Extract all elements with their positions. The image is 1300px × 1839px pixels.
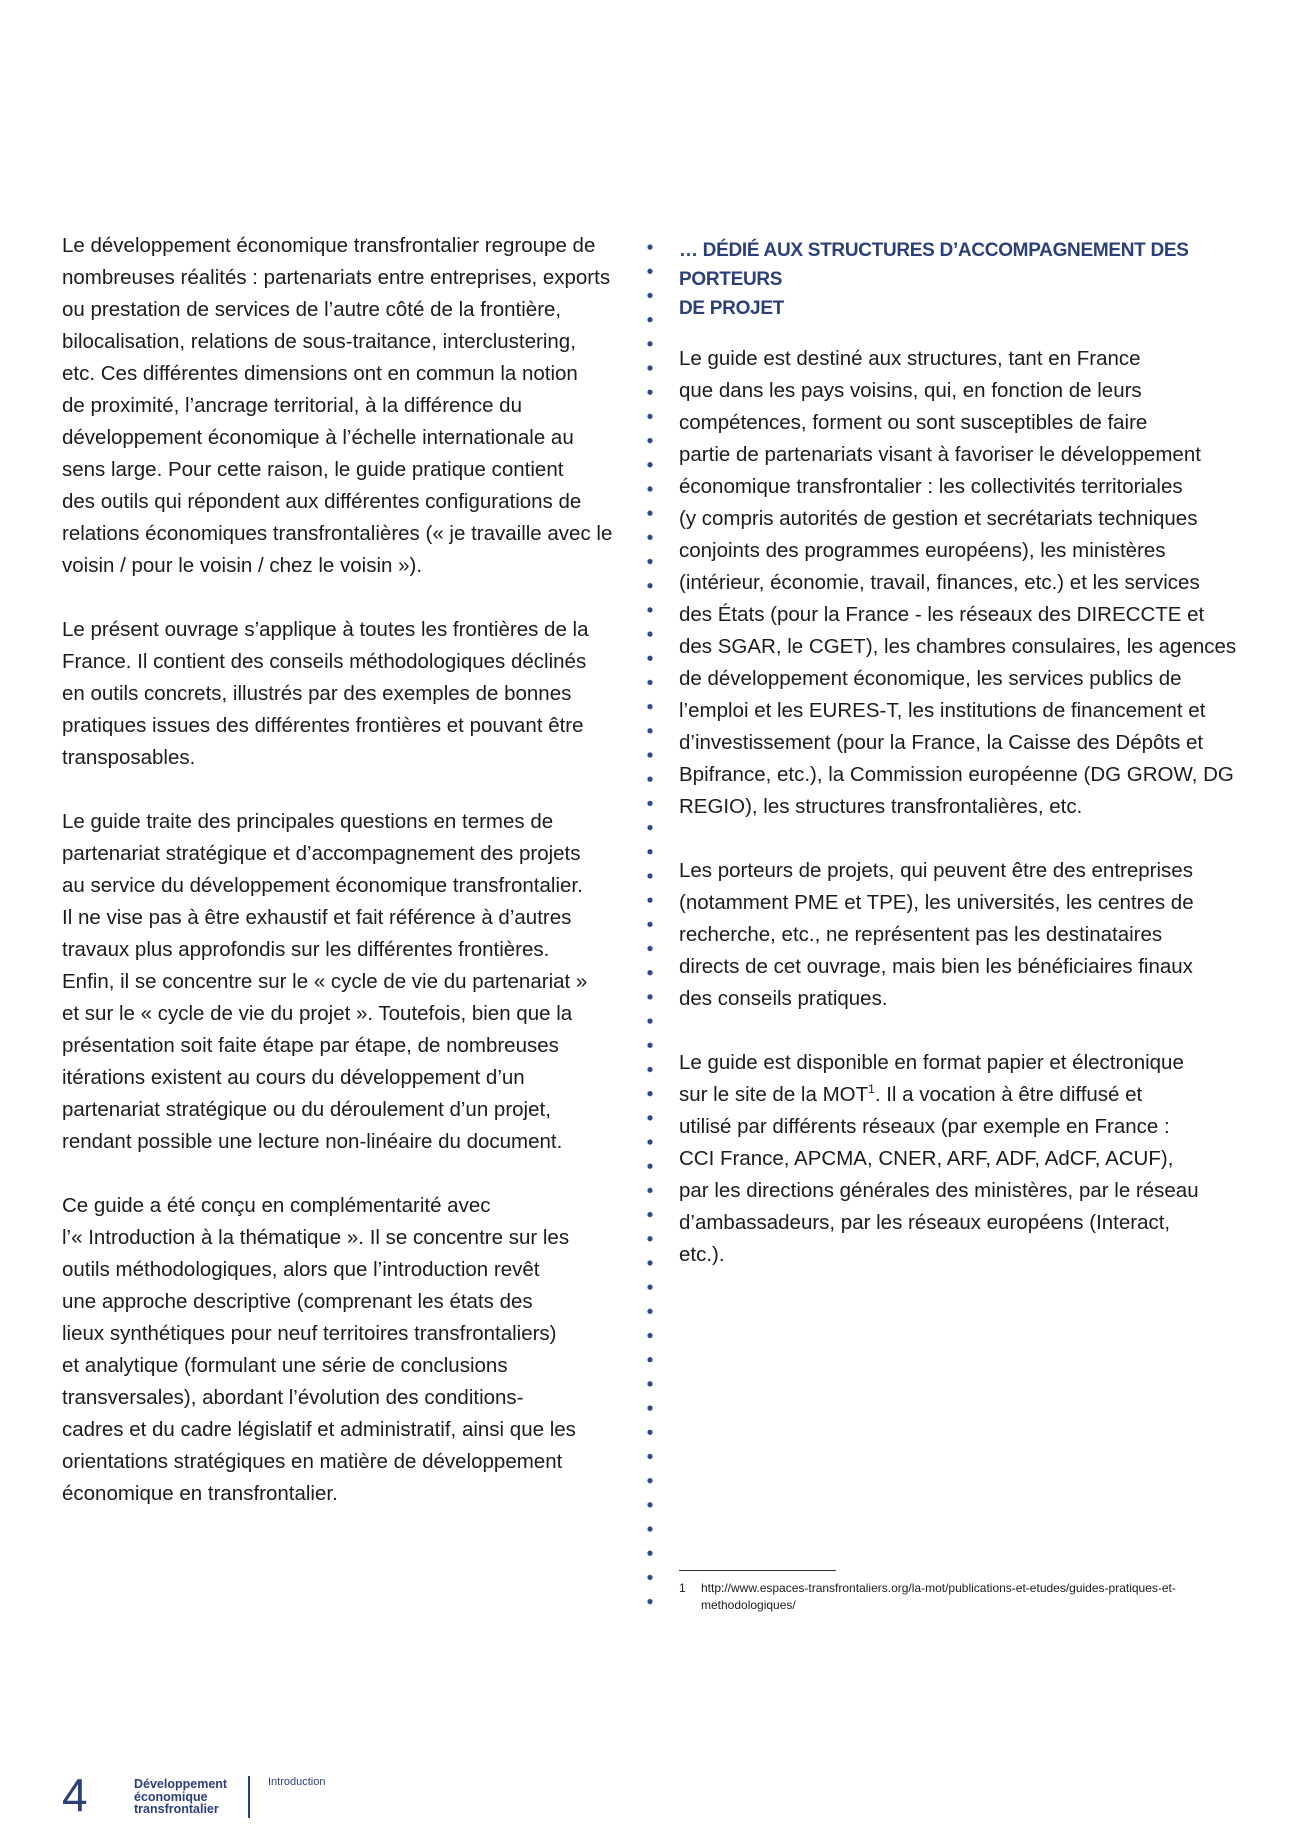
footer-divider bbox=[248, 1776, 250, 1818]
footnote-number: 1 bbox=[679, 1581, 686, 1595]
footnote bbox=[679, 1580, 1259, 1614]
paragraph-intro: Le développement économique transfrontalier regroupe de nombreuses réalités : partenariats entre entreprises, exports ou prestation de services de l’autre côté de la frontière, bilocalisation, relations de sous-traitance, interclustering, etc. Ces différentes dimensions ont en commun la notion de proximité, l’ancrage territorial, à la différence du développement économique à l’échelle internationale au sens large. Pour cette raison, le guide pratique contient des outils qui répondent aux différentes configurations de relations économiques transfrontalières (« je travaille avec le voisin / pour le voisin / chez le voisin »). bbox=[62, 234, 613, 577]
right-column bbox=[679, 236, 1259, 1303]
availability-text-start: Le guide est disponible en format papier et électronique sur le site de la MOT bbox=[679, 1051, 1184, 1106]
paragraph-scope: Le présent ouvrage s’applique à toutes les frontières de la France. Il contient des conseils méthodologiques déclinés en outils concrets, illustrés par des exemples de bonnes pratiques issues des différentes frontières et pouvant être transposables. bbox=[62, 618, 589, 769]
footnote-reference[interactable]: 1 bbox=[868, 1082, 875, 1097]
paragraph-project-holders: Les porteurs de projets, qui peuvent être des entreprises (notamment PME et TPE), les universités, les centres de recherche, etc., ne représentent pas les destinataires directs de cet ouvrage, mais bien les bénéficiaires finaux des conseils pratiques. bbox=[679, 859, 1194, 1010]
availability-text-end: . Il a vocation à être diffusé et utilisé par différents réseaux (par exemple en France : CCI France, APCMA, CNER, ARF, ADF, AdCF, ACUF), par les directions générales des ministères, par le réseau d’ambassadeurs, par les réseaux européens (Interact, etc.). bbox=[679, 1083, 1199, 1266]
page-number: 4 bbox=[62, 1769, 88, 1821]
dotted-column-divider bbox=[646, 235, 654, 1615]
footnote-link[interactable]: http://www.espaces-transfrontaliers.org/la-mot/publications-et-etudes/guides-pratiques-et- methodologiques/ bbox=[701, 1581, 1176, 1612]
section-heading: … DÉDIÉ AUX STRUCTURES D’ACCOMPAGNEMENT DES PORTEURS DE PROJET bbox=[679, 240, 1189, 319]
footnote-separator bbox=[679, 1570, 836, 1571]
footer-publication-title: Développement économique transfrontalier bbox=[134, 1777, 228, 1816]
paragraph-complementarity: Ce guide a été conçu en complémentarité avec l’« Introduction à la thématique ». Il se concentre sur les outils méthodologiques, alors que l’introduction revêt une approche descriptive (comprenant les états des lieux synthétiques pour neuf territoires transfrontaliers) et analytique (formulant une série de conclusions transversales), abordant l’évolution des conditions- cadres et du cadre législatif et administratif, ainsi que les orientations stratégiques en matière de développement économique en transfrontalier. bbox=[62, 1194, 576, 1505]
paragraph-topics: Le guide traite des principales questions en termes de partenariat stratégique et d’accompagnement des projets au service du développement économique transfrontalier. Il ne vise pas à être exhaustif et fait référence à d’autres travaux plus approfondis sur les différentes frontières. Enfin, il se concentre sur le « cycle de vie du partenariat » et sur le « cycle de vie du projet ». Toutefois, bien que la présentation soit faite étape par étape, de nombreuses itérations existent au cours du développement d’un partenariat stratégique ou du déroulement d’un projet, rendant possible une lecture non-linéaire du document. bbox=[62, 810, 588, 1153]
paragraph-availability bbox=[679, 1047, 1259, 1271]
left-column bbox=[62, 230, 634, 1542]
footer-section-label: Introduction bbox=[268, 1776, 326, 1788]
paragraph-audience: Le guide est destiné aux structures, tant en France que dans les pays voisins, qui, en fonction de leurs compétences, forment ou sont susceptibles de faire partie de partenariats visant à favoriser le développement économique transfrontalier : les collectivités territoriales (y compris autorités de gestion et secrétariats techniques conjoints des programmes européens), les ministères (intérieur, économie, travail, finances, etc.) et les services des États (pour la France - les réseaux des DIRECCTE et des SGAR, le CGET), les chambres consulaires, les agences de développement économique, les services publics de l’emploi et les EURES-T, les institutions de financement et d’investissement (pour la France, la Caisse des Dépôts et Bpifrance, etc.), la Commission européenne (DG GROW, DG REGIO), les structures transfrontalières, etc. bbox=[679, 347, 1237, 818]
